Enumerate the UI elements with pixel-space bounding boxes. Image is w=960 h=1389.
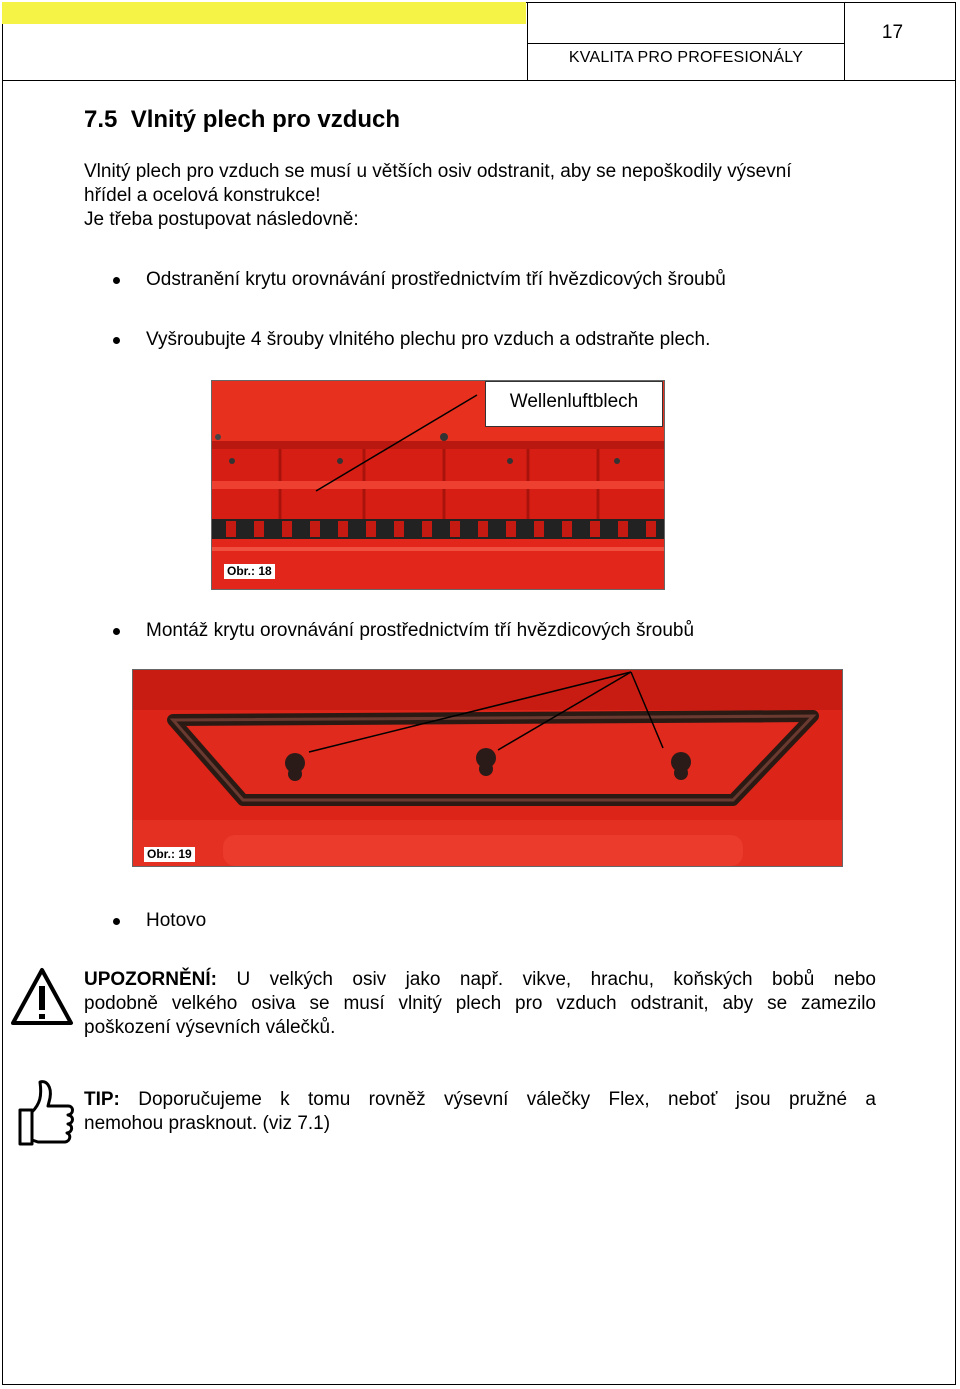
- tip-label: TIP:: [84, 1089, 120, 1110]
- warning-line: [84, 968, 876, 992]
- intro-line: Vlnitý plech pro vzduch se musí u větších osiv odstranit, aby se nepoškodily výsevní: [84, 161, 792, 182]
- figure-caption: Obr.: 18: [224, 564, 275, 579]
- list-item-text: Vyšroubujte 4 šrouby vlnitého plechu pro vzduch a odstraňte plech.: [146, 329, 711, 350]
- warning-label: UPOZORNĚNÍ:: [84, 969, 217, 990]
- figure-18-photo: [211, 380, 665, 590]
- tip-line-text: Doporučujeme k tomu rovněž výsevní válečky Flex, neboť jsou pružné a: [138, 1089, 876, 1110]
- intro-line: Je třeba postupovat následovně:: [84, 209, 359, 230]
- cover-screws-photo: [133, 670, 842, 866]
- thumbs-up-icon: [12, 1076, 78, 1148]
- tip-line: nemohou prasknout. (viz 7.1): [84, 1113, 331, 1134]
- list-item-text: Hotovo: [146, 910, 207, 931]
- warning-line: poškození výsevních válečků.: [84, 1017, 336, 1038]
- figure-label: Wellenluftblech: [485, 381, 663, 427]
- page-header: [2, 2, 956, 81]
- list-item-text: Odstranění krytu orovnávání prostřednictvím tří hvězdicových šroubů: [146, 269, 726, 290]
- header-divider: [527, 43, 845, 44]
- header-accent-bar: [2, 2, 526, 24]
- bullet-icon: [113, 277, 120, 284]
- intro-line: hřídel a ocelová konstrukce!: [84, 185, 321, 206]
- tip-line: [84, 1088, 876, 1112]
- list-item-text: Montáž krytu orovnávání prostřednictvím tří hvězdicových šroubů: [146, 620, 695, 641]
- bullet-icon: [113, 337, 120, 344]
- warning-line-text: U velkých osiv jako např. vikve, hrachu, koňských bobů nebo: [236, 969, 876, 990]
- page-number: 17: [881, 22, 904, 43]
- header-divider: [527, 2, 528, 80]
- warning-line: podobně velkého osiva se musí vlnitý plech pro vzduch odstranit, aby se zamezilo: [84, 993, 876, 1014]
- bullet-icon: [113, 628, 120, 635]
- figure-caption: Obr.: 19: [144, 847, 195, 862]
- section-title: 7.5 Vlnitý plech pro vzduch: [84, 106, 401, 133]
- figure-19-photo: [132, 669, 843, 867]
- header-quality-label: KVALITA PRO PROFESIONÁLY: [568, 49, 804, 66]
- warning-icon: [10, 966, 74, 1026]
- bullet-icon: [113, 918, 120, 925]
